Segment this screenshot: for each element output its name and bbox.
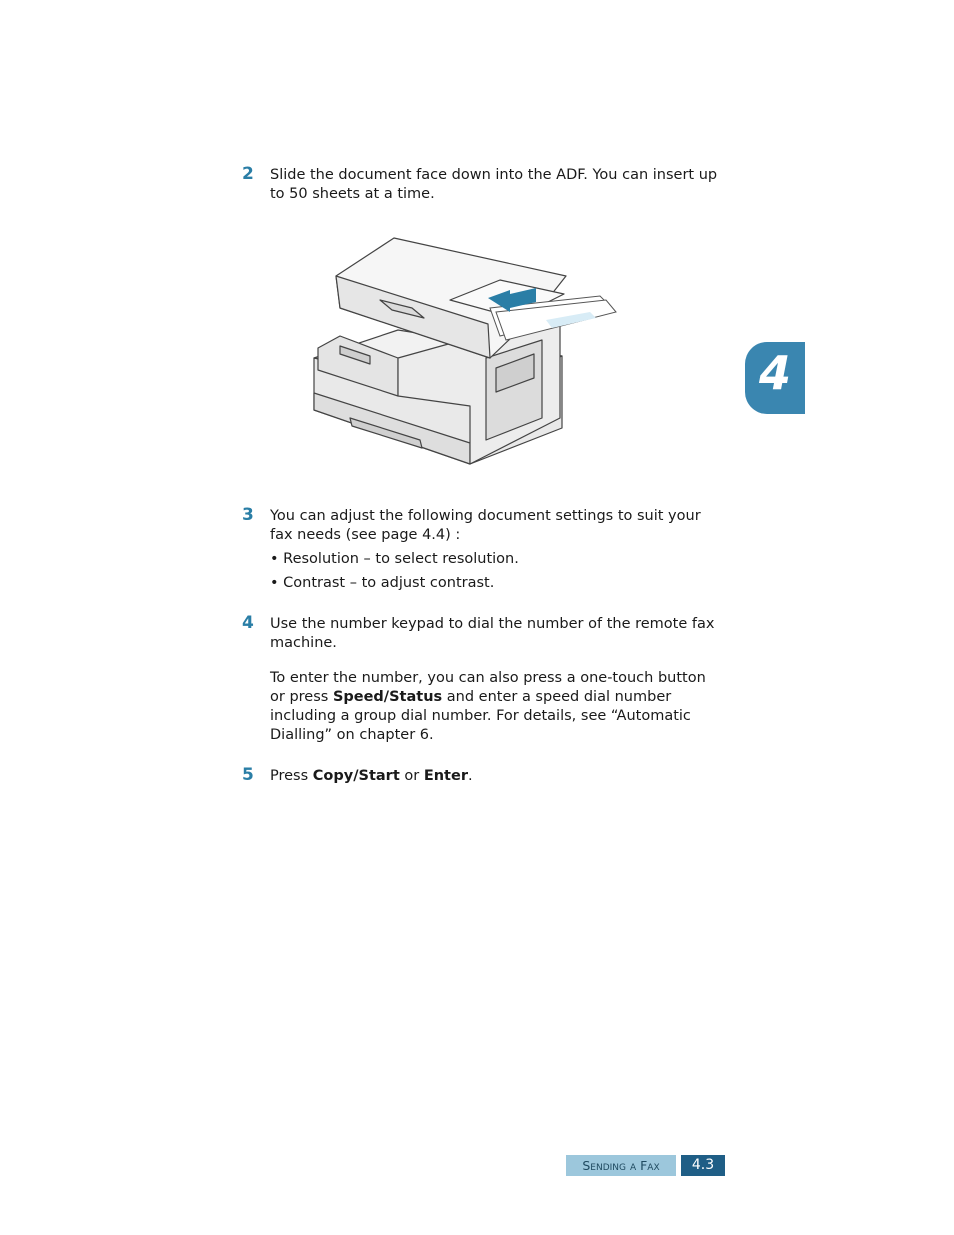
fax-machine-adf-illustration [300, 228, 630, 468]
step-3-text: You can adjust the following document settings to suit your fax needs (see page 4.4) : [270, 508, 701, 543]
step-5-post: . [467, 768, 473, 784]
step-number-5: 5 [242, 765, 254, 785]
step-5-text [270, 767, 720, 786]
step-4-detail-paragraph [270, 669, 720, 745]
step-5-mid: or [399, 768, 424, 784]
step-4-detail-a: To enter the number, you can also press a one-touch button or press [270, 670, 706, 705]
step-number-2: 2 [242, 164, 254, 184]
step-5-pre: Press [270, 768, 313, 784]
speed-status-key: Speed/Status [332, 689, 443, 705]
chapter-number: 4 [759, 346, 792, 400]
step-2-text: Slide the document face down into the ADF. You can insert up to 50 sheets at a time. [270, 167, 718, 202]
enter-key: Enter [423, 768, 468, 784]
step-4-text: Use the number keypad to dial the number of the remote fax machine. [270, 616, 715, 651]
step-number-3: 3 [242, 505, 254, 525]
step-4-detail-b: and enter a speed dial number including a group dial number. For details, see “Automatic Dialling” on chapter 6. [270, 689, 691, 743]
step-number-4: 4 [242, 613, 254, 633]
copy-start-key: Copy/Start [312, 768, 400, 784]
chapter-tab [745, 342, 805, 414]
bullet-resolution: • Resolution – to select resolution. [270, 551, 519, 567]
footer-page-number: 4.3 [681, 1155, 725, 1176]
footer-section-title: Sending a Fax [566, 1155, 676, 1176]
bullet-contrast: • Contrast – to adjust contrast. [270, 575, 495, 591]
